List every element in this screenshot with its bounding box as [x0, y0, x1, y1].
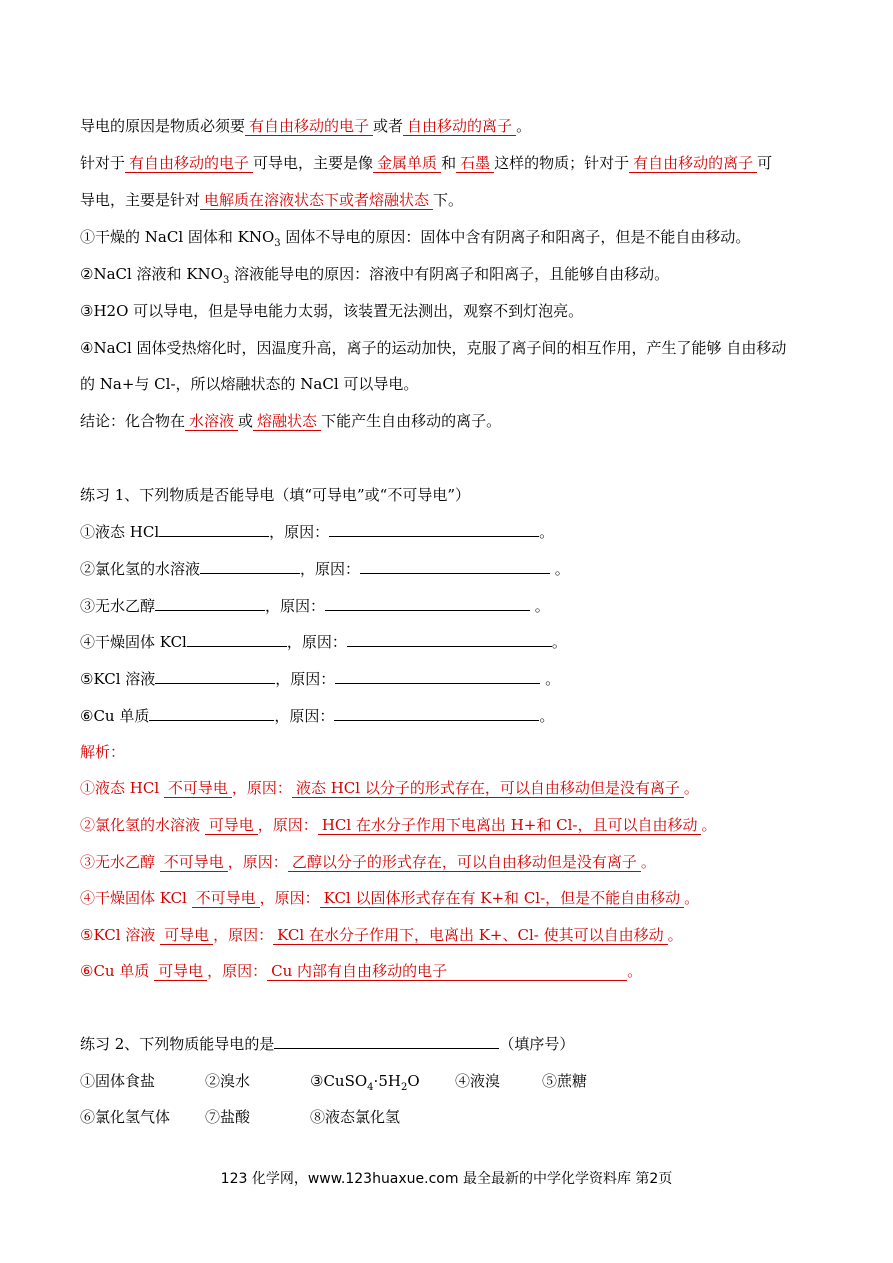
option: ②溴水: [205, 1072, 251, 1090]
exercise-1-item: ④干燥固体 KCl ，原因： 。: [80, 633, 567, 651]
analysis-answer: ④干燥固体 KCl 不可导电 ，原因： KCl 以固体形式存在有 K+和 Cl-，但是不能自由移动 。: [80, 889, 700, 907]
answer-blank[interactable]: [155, 595, 265, 611]
exercise-1-item: ②氯化氢的水溶液 ，原因： 。: [80, 560, 570, 578]
intro-line-3: 导电，主要是针对 电解质在溶液状态下或者熔融状态 下。: [80, 191, 464, 209]
reason-blank[interactable]: [325, 595, 530, 611]
option: ①固体食盐: [80, 1072, 156, 1090]
answer-blank[interactable]: [200, 558, 300, 574]
point-3: ③H2O 可以导电，但是导电能力太弱，该装置无法测出，观察不到灯泡亮。: [80, 302, 584, 320]
answer-blank[interactable]: [274, 1033, 499, 1049]
analysis-answer: ⑤KCl 溶液 可导电 ，原因： KCl 在水分子作用下，电离出 K+、Cl- 使其可以自由移动 。: [80, 926, 683, 944]
analysis-answer: ③无水乙醇 不可导电 ，原因： 乙醇以分子的形式存在，可以自由移动但是没有离子 。: [80, 853, 656, 871]
conclusion: 结论：化合物在 水溶液 或 熔融状态 下能产生自由移动的离子。: [80, 412, 502, 430]
analysis-answer: ⑥Cu 单质 可导电 ，原因： Cu 内部有自由移动的电子 。: [80, 962, 643, 980]
exercise-2-options-row-2: [80, 1106, 400, 1128]
exercise-1-item: ⑥Cu 单质 ，原因： 。: [80, 707, 555, 725]
answer-blank[interactable]: [187, 631, 287, 647]
point-1: ①干燥的 NaCl 固体和 $KNO_3$ 固体不导电的原因：固体中含有阴离子和阳离子，但是不能自由移动。: [80, 228, 751, 249]
answer-blank[interactable]: [149, 705, 274, 721]
exercise-2-title: 练习 2、下列物质能导电的是 （填序号）: [80, 1035, 575, 1053]
exercise-1-item: ①液态 HCl ，原因： 。: [80, 523, 555, 541]
option: ⑥氯化氢气体: [80, 1108, 171, 1126]
exercise-2-options-row-1: [80, 1070, 587, 1099]
point-4-line-1: ④NaCl 固体受热熔化时，因温度升高，离子的运动加快，克服了离子间的相互作用，产生了能够 自由移动: [80, 339, 787, 357]
analysis-answer: ①液态 HCl 不可导电 ，原因： 液态 HCl 以分子的形式存在，可以自由移动但是没有离子 。: [80, 779, 699, 797]
analysis-answer: ②氯化氢的水溶液 可导电 ，原因： HCl 在水分子作用下电离出 H+和 Cl-，且可以自由移动 。: [80, 816, 717, 834]
intro-line-2: 针对于 有自由移动的电子 可导电，主要是像 金属单质 和 石墨 这样的物质；针对于 有自由移动的离子 可: [80, 154, 773, 172]
reason-blank[interactable]: [329, 521, 539, 537]
option: ⑤蔗糖: [542, 1072, 588, 1090]
reason-blank[interactable]: [360, 558, 550, 574]
page-footer: 123 化学网，www.123huaxue.com 最全最新的中学化学资料库 第2页: [220, 1171, 673, 1187]
answer-blank[interactable]: [155, 668, 275, 684]
reason-blank[interactable]: [335, 668, 540, 684]
point-2: ②NaCl 溶液和 $KNO_3$ 溶液能导电的原因：溶液中有阴离子和阳离子，且能够自由移动。: [80, 265, 670, 286]
option: ⑧液态氯化氢: [310, 1108, 401, 1126]
analysis-title: 解析：: [80, 743, 126, 761]
option: ④液溴: [455, 1072, 501, 1090]
exercise-1-item: ③无水乙醇 ，原因： 。: [80, 597, 550, 615]
intro-line-1: 导电的原因是物质必须要 有自由移动的电子 或者 自由移动的离子 。: [80, 117, 532, 135]
point-4-line-2: 的 Na+与 Cl-，所以熔融状态的 NaCl 可以导电。: [80, 375, 419, 393]
option: $③CuSO_4\cdot 5H_2O$: [310, 1072, 420, 1093]
reason-blank[interactable]: [334, 705, 539, 721]
reason-blank[interactable]: [347, 631, 552, 647]
exercise-1-title: 练习 1、下列物质是否能导电（填“可导电”或“不可导电”）: [80, 486, 470, 504]
exercise-1-item: ⑤KCl 溶液 ，原因： 。: [80, 670, 561, 688]
answer-blank[interactable]: [159, 521, 269, 537]
option: ⑦盐酸: [205, 1108, 251, 1126]
